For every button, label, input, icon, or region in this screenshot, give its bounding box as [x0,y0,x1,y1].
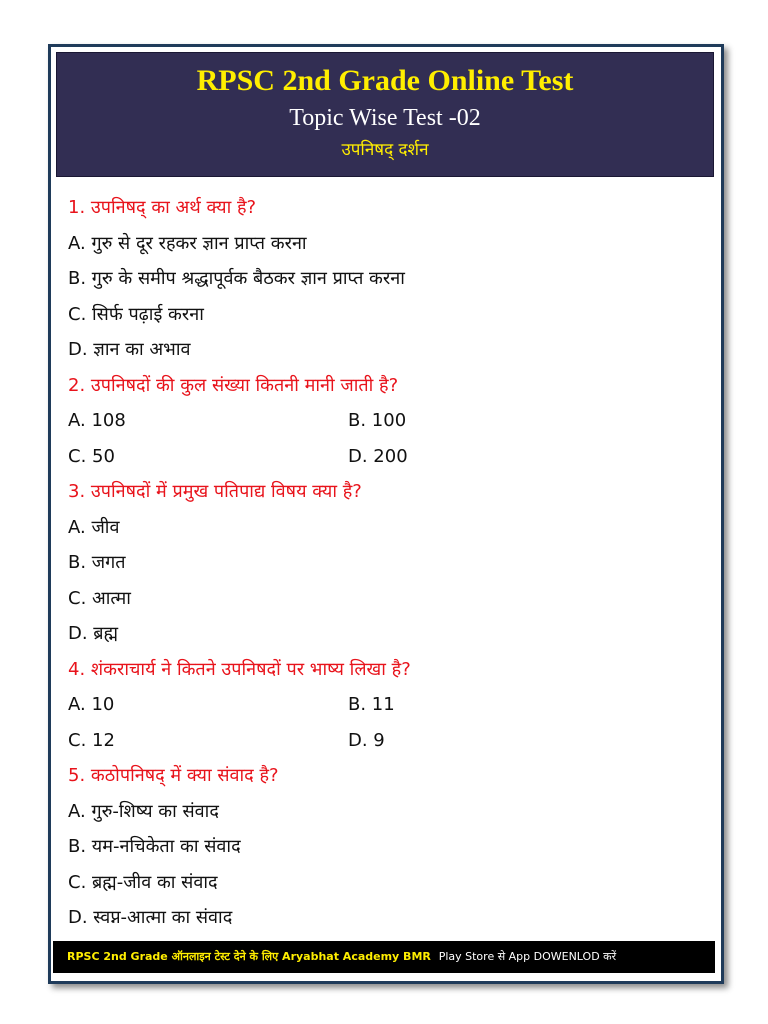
q4-option-c: C. 12 [68,729,115,751]
q4-option-a: A. 10 [68,694,115,715]
footer-banner [53,941,715,973]
q1-option-c: C. सिर्फ पढ़ाई करना [68,303,204,325]
q5-option-b: B. यम-नचिकेता का संवाद [68,836,241,857]
q2-option-a: A. 108 [68,410,126,431]
q2-options-row-2 [68,439,698,475]
q5-option-d: D. स्वप्न-आत्मा का संवाद [68,907,233,928]
q2-option-d: D. 200 [348,445,408,467]
topic-label: उपनिषद् दर्शन [341,140,429,160]
q3-option-c: C. आत्मा [68,587,131,609]
footer-download-text: Play Store से App DOWENLOD करें [438,950,617,963]
q3-option-a: A. जीव [68,516,120,538]
q5-option-a: A. गुरु-शिष्य का संवाद [68,800,219,822]
question-1: 1. उपनिषद् का अर्थ क्या है? [68,197,257,218]
question-list [68,190,698,936]
question-5: 5. कठोपनिषद् में क्या संवाद है? [68,765,279,786]
page-subtitle: Topic Wise Test -02 [289,105,481,131]
q5-option-c: C. ब्रह्म-जीव का संवाद [68,871,218,893]
q1-option-a: A. गुरु से दूर रहकर ज्ञान प्राप्त करना [68,232,307,254]
q2-options-row-1 [68,403,698,439]
q1-option-b: B. गुरु के समीप श्रद्धापूर्वक बैठकर ज्ञान प्राप्त करना [68,268,405,289]
q2-option-b: B. 100 [348,410,407,431]
q1-option-d: D. ज्ञान का अभाव [68,339,191,360]
header-banner [56,52,714,177]
question-4: 4. शंकराचार्य ने कितने उपनिषदों पर भाष्य लिखा है? [68,658,411,680]
page-frame [48,44,724,984]
question-3: 3. उपनिषदों में प्रमुख पतिपाद्य विषय क्या है? [68,481,362,502]
page-title: RPSC 2nd Grade Online Test [196,64,574,97]
q2-option-c: C. 50 [68,445,115,467]
q3-option-b: B. जगत [68,552,126,573]
footer-promo-text: RPSC 2nd Grade ऑनलाइन टेस्ट देने के लिए Aryabhat Academy BMR [67,950,431,963]
q3-option-d: D. ब्रह्म [68,623,118,644]
q4-options-row-2 [68,723,698,759]
q4-option-b: B. 11 [348,694,395,715]
q4-options-row-1 [68,687,698,723]
q4-option-d: D. 9 [348,729,385,751]
question-2: 2. उपनिषदों की कुल संख्या कितनी मानी जाती है? [68,374,399,396]
